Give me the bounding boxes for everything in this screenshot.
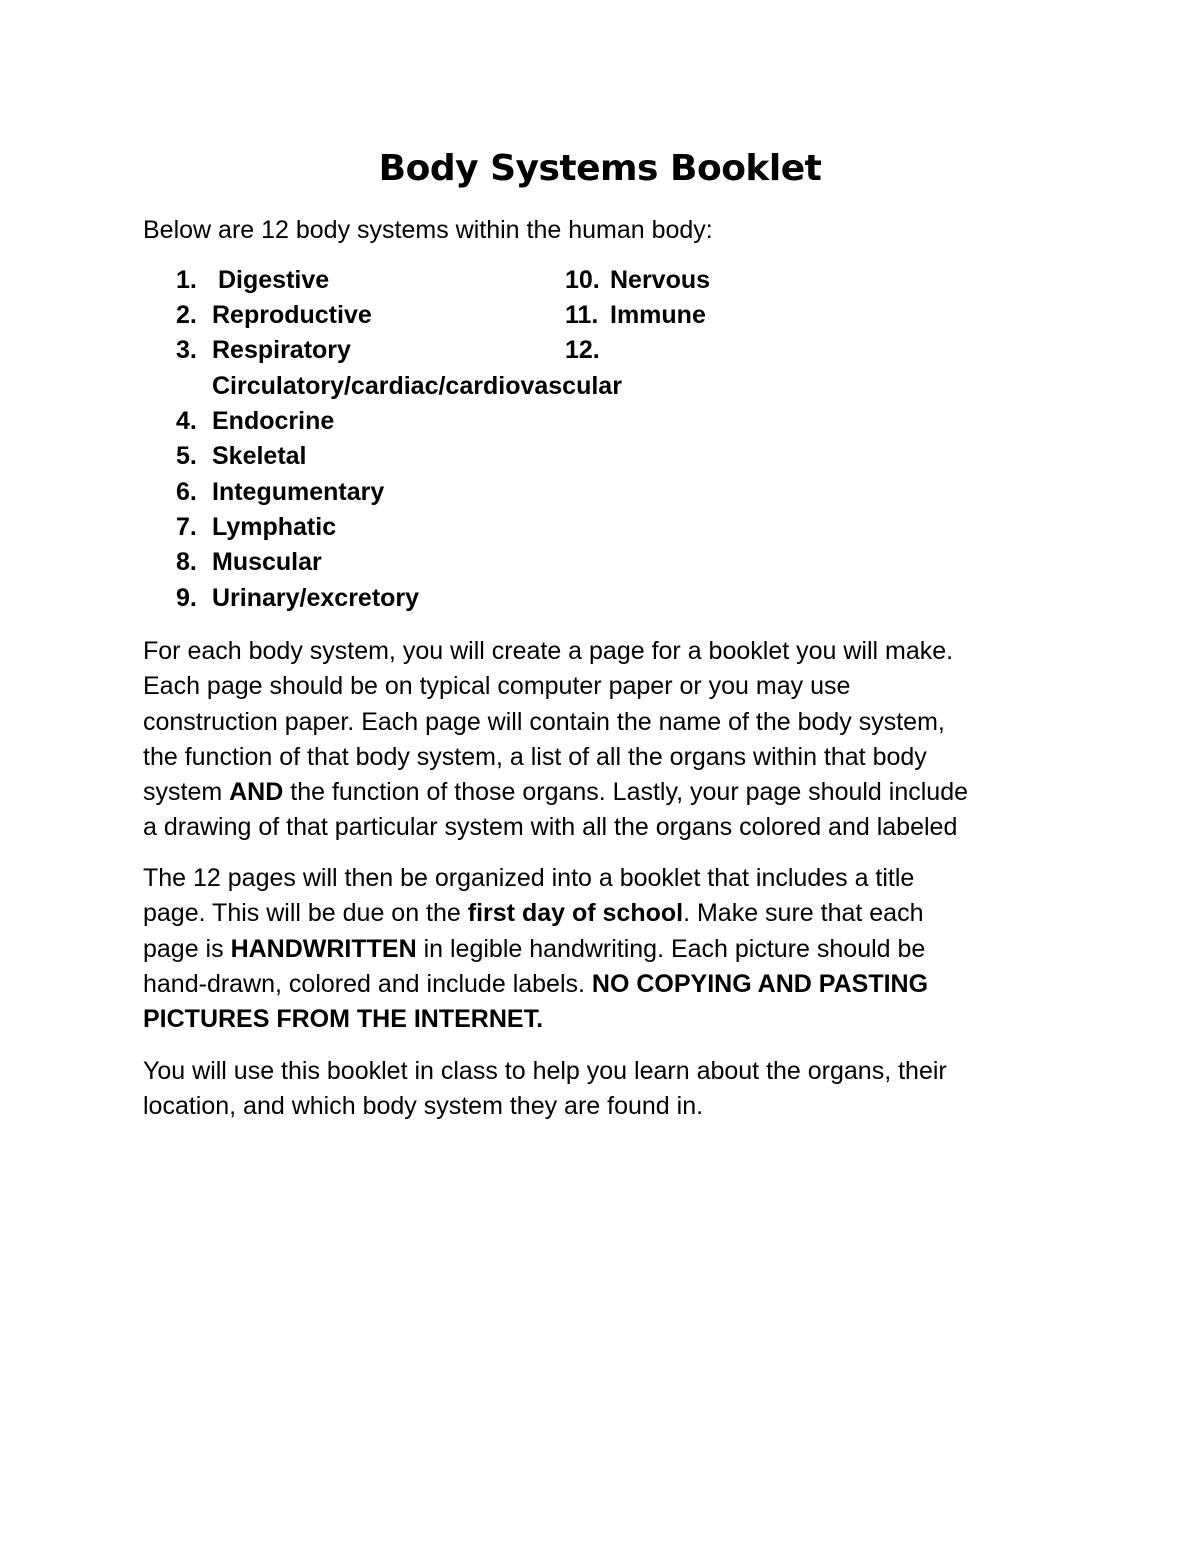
- text-run: page. This will be due on the: [143, 899, 468, 928]
- text-run: the function of those organs. Lastly, your page should include: [283, 778, 969, 807]
- list-item-label: Muscular: [212, 548, 322, 576]
- text-run: . Make sure that each: [683, 899, 924, 928]
- list-item: [176, 510, 336, 545]
- list-item-label: Reproductive: [212, 301, 372, 329]
- paragraph-line: construction paper. Each page will contain the name of the body system,: [143, 707, 945, 736]
- paragraph-line: location, and which body system they are found in.: [143, 1092, 704, 1121]
- list-item-label: Endocrine: [212, 407, 335, 435]
- text-run: system: [143, 778, 230, 807]
- list-item: [565, 263, 710, 298]
- text-run: in legible handwriting. Each picture should be: [416, 934, 926, 963]
- list-item-number: 8.: [176, 548, 197, 576]
- list-item-label: Integumentary: [212, 478, 385, 506]
- instructions-paragraph: [143, 634, 1073, 846]
- text-run: page is: [143, 934, 231, 963]
- list-item-label: Nervous: [610, 266, 711, 294]
- paragraph-line: the function of that body system, a list of all the organs within that body: [143, 742, 927, 771]
- list-item: [565, 333, 600, 368]
- list-item-number: 6.: [176, 478, 197, 506]
- paragraph-line: You will use this booklet in class to help you learn about the organs, their: [143, 1057, 947, 1085]
- list-item-label: Digestive: [218, 266, 330, 294]
- list-item: [176, 581, 419, 616]
- emphasis-no-copying: NO COPYING AND PASTING: [591, 969, 929, 998]
- list-item-number: 9.: [176, 584, 197, 612]
- paragraph-line: [143, 967, 1073, 1002]
- paragraph-line: The 12 pages will then be organized into a booklet that includes a title: [143, 864, 915, 892]
- due-date-paragraph: [143, 861, 1073, 1037]
- list-item-continuation: [212, 369, 622, 404]
- usage-paragraph: [143, 1054, 1073, 1125]
- list-item-number: 10.: [565, 266, 600, 294]
- page-title: Body Systems Booklet: [378, 148, 822, 189]
- list-item: [176, 404, 334, 439]
- list-item-number: 5.: [176, 442, 197, 470]
- paragraph-line: Each page should be on typical computer paper or you may use: [143, 672, 851, 701]
- paragraph-line: a drawing of that particular system with all the organs colored and labeled: [143, 813, 958, 842]
- list-item-number: 11.: [565, 301, 599, 329]
- emphasis-first-day: first day of school: [467, 899, 684, 928]
- paragraph-line: [143, 775, 1073, 810]
- list-item-label: Circulatory/cardiac/cardiovascular: [212, 372, 622, 400]
- paragraph-line: [143, 932, 1073, 967]
- emphasis-no-copying-cont: PICTURES FROM THE INTERNET.: [143, 1005, 544, 1034]
- list-item-label: Immune: [610, 301, 706, 329]
- paragraph-line: For each body system, you will create a page for a booklet you will make.: [143, 637, 954, 665]
- list-item-label: Urinary/excretory: [212, 584, 420, 612]
- text-run: hand-drawn, colored and include labels.: [143, 969, 592, 998]
- list-item-label: Lymphatic: [212, 513, 337, 541]
- list-item: [176, 333, 351, 368]
- list-item: [176, 263, 329, 298]
- list-item-number: 1.: [176, 266, 197, 294]
- list-item: [176, 298, 372, 333]
- list-item-label: Skeletal: [212, 442, 307, 470]
- list-item-number: 2.: [176, 301, 197, 329]
- list-item-number: 7.: [176, 513, 197, 541]
- list-item-label: Respiratory: [212, 336, 351, 364]
- list-item: [565, 298, 706, 333]
- list-item-number: 4.: [176, 407, 197, 435]
- intro-text: Below are 12 body systems within the human body:: [143, 216, 713, 244]
- list-item: [176, 545, 322, 580]
- emphasis-handwritten: HANDWRITTEN: [230, 934, 417, 963]
- list-item: [176, 439, 307, 474]
- list-item-number: 3.: [176, 336, 197, 364]
- paragraph-line: [143, 896, 1073, 931]
- list-item: [176, 475, 384, 510]
- emphasis-and: AND: [229, 778, 284, 807]
- list-item-number: 12.: [565, 336, 600, 364]
